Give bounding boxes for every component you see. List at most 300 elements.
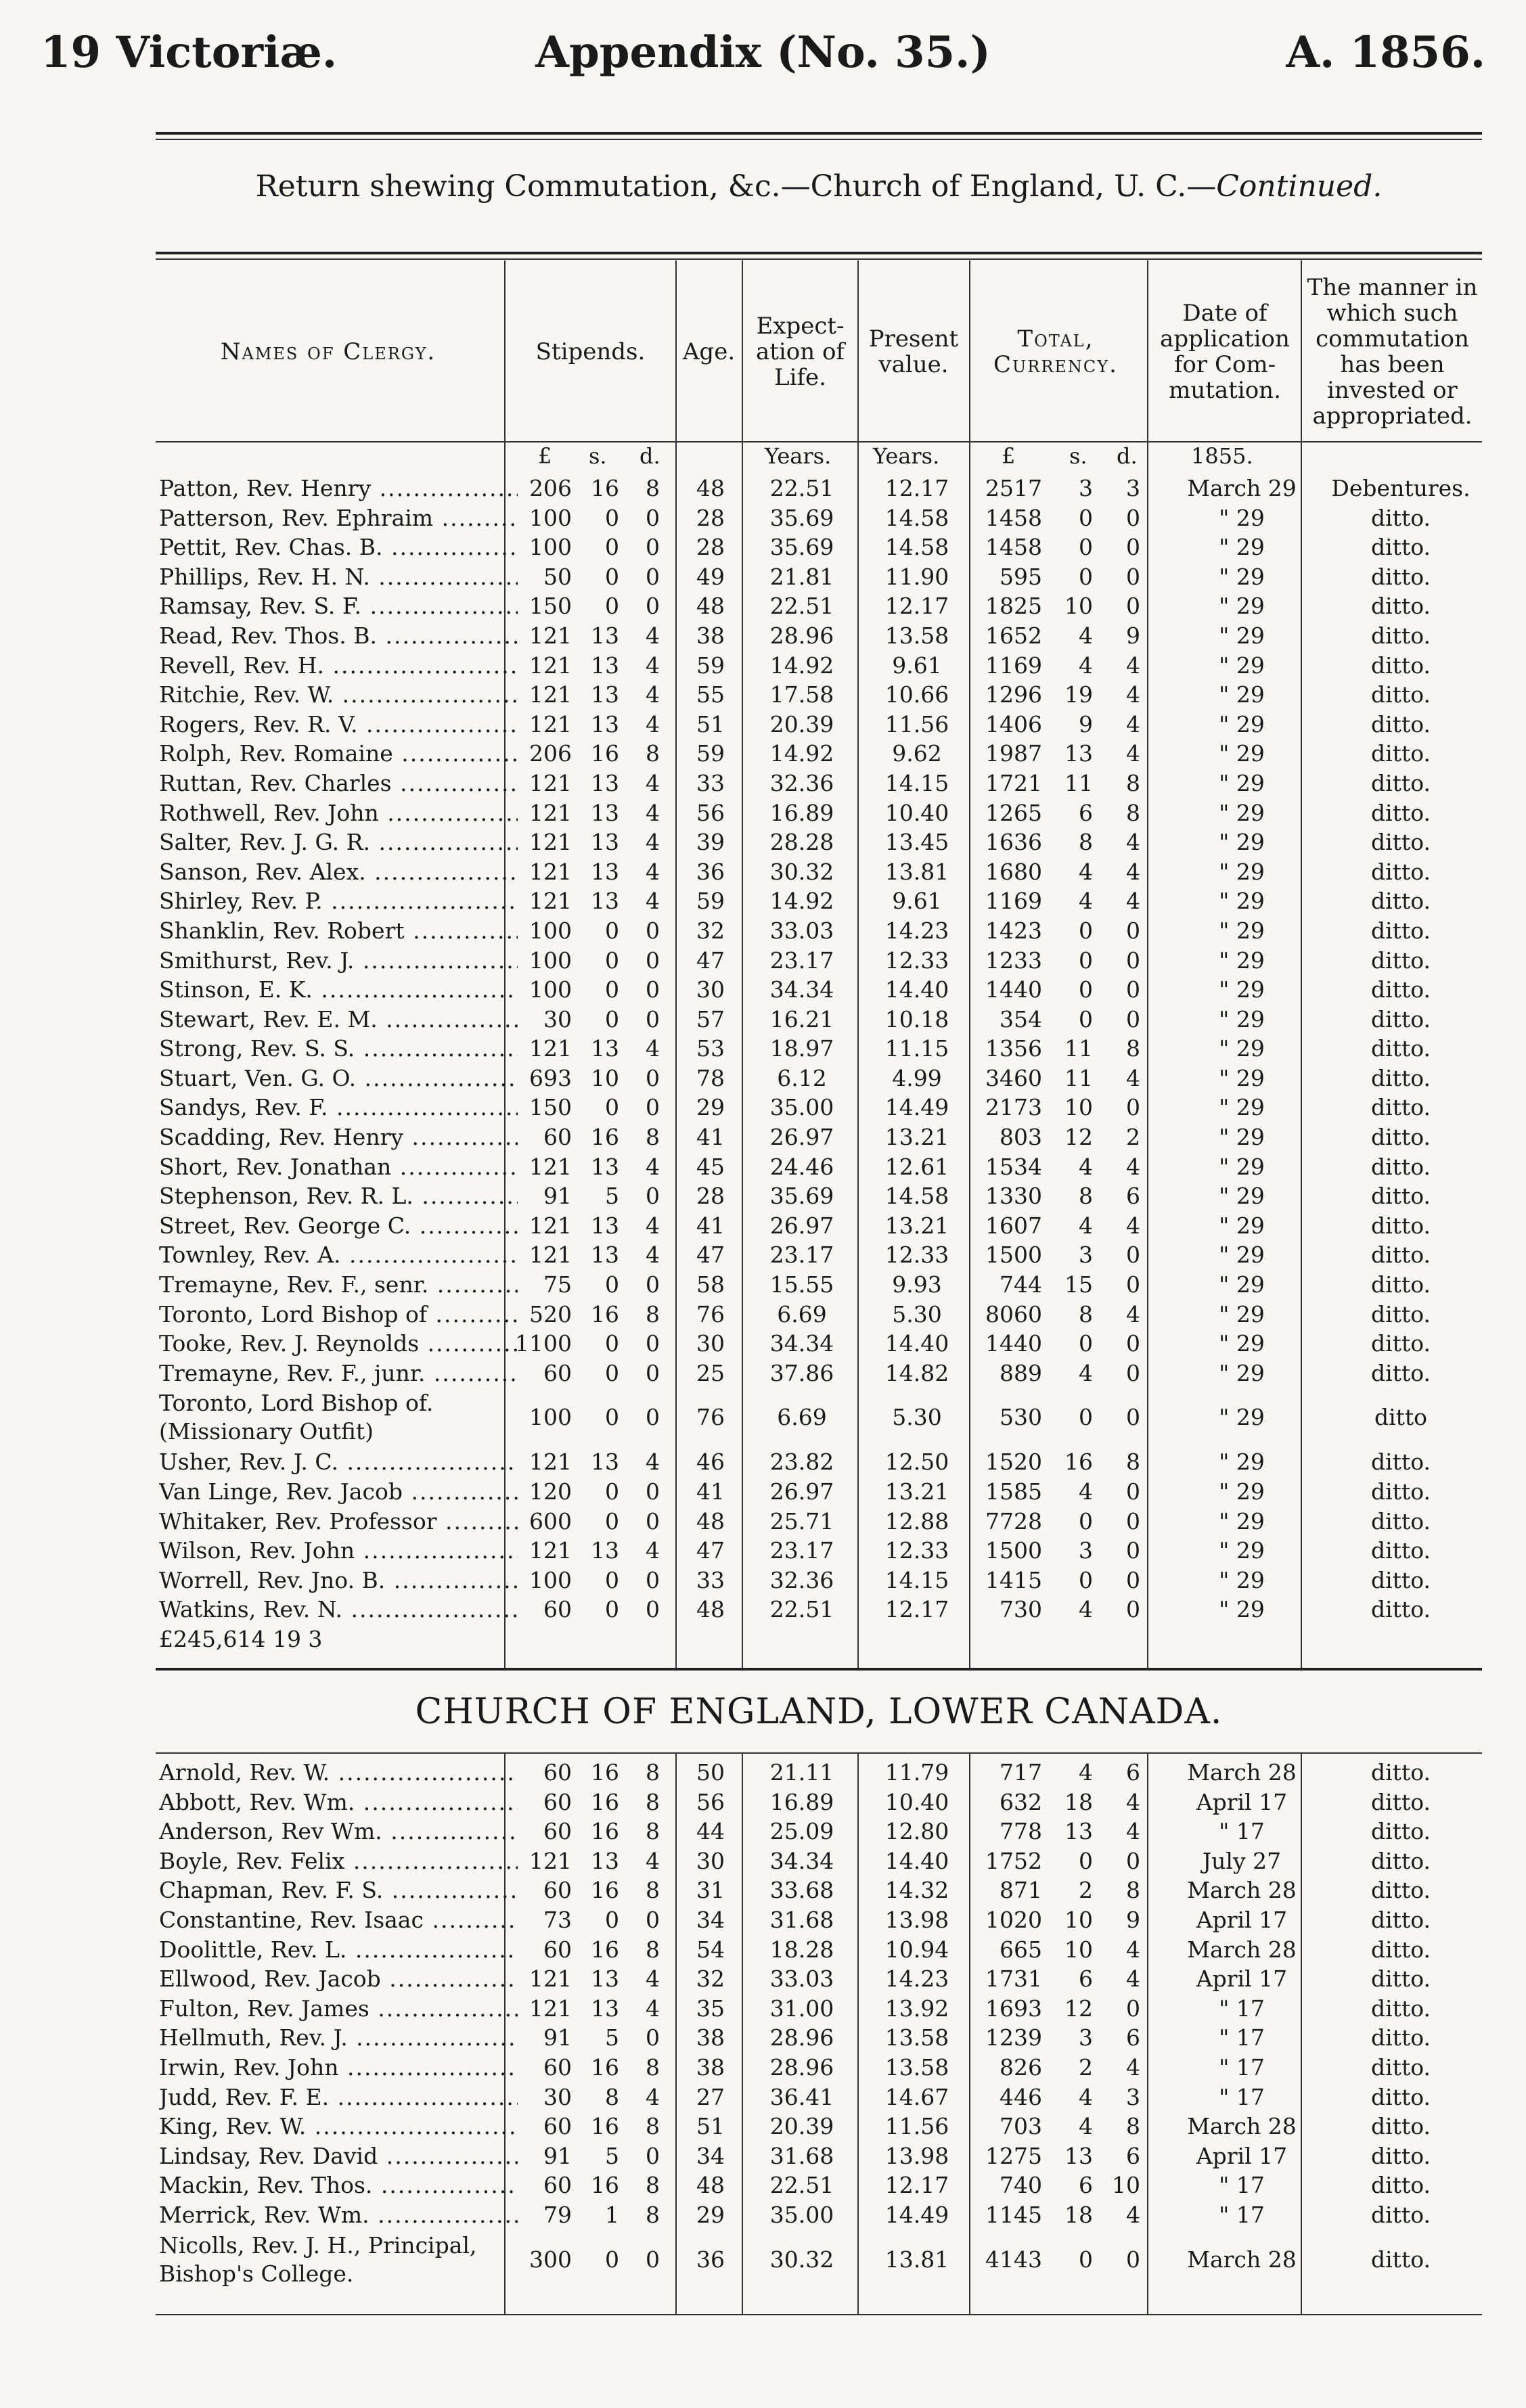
cell-age: 41 <box>696 1478 725 1505</box>
cell-age: 36 <box>696 858 725 885</box>
cell-present-value: 13.45 <box>884 829 949 856</box>
cell-date: " 29 <box>1219 504 1265 531</box>
cell-date: " 29 <box>1219 858 1265 885</box>
cell-stipend-shillings: 0 <box>605 1566 619 1593</box>
cell-total-pounds: 2517 <box>985 475 1042 501</box>
cell-stipend-pence: 8 <box>646 1300 660 1327</box>
cell-name: Tooke, Rev. J. Reynolds ..... <box>159 1329 518 1359</box>
cell-stipend-pounds: 121 <box>529 681 572 708</box>
cell-total-pounds: 1680 <box>985 858 1042 885</box>
cell-date: " 17 <box>1219 1995 1265 2022</box>
cell-expectation: 16.21 <box>769 1005 834 1032</box>
cell-age: 48 <box>696 2172 725 2199</box>
cell-total-shillings: 0 <box>1079 504 1093 531</box>
cell-manner: ditto. <box>1371 1847 1431 1874</box>
table-row <box>156 2083 1482 2112</box>
table-row <box>156 1447 1482 1477</box>
cell-present-value: 5.30 <box>892 1404 942 1431</box>
cell-stipend-pounds: 100 <box>529 917 572 944</box>
cell-expectation: 6.12 <box>777 1064 827 1091</box>
cell-present-value: 13.58 <box>884 2053 949 2081</box>
cell-manner: ditto. <box>1371 888 1431 915</box>
cell-stipend-shillings: 0 <box>605 563 619 590</box>
table-top-rule <box>156 252 1482 254</box>
cell-manner: ditto. <box>1371 563 1431 590</box>
cell-total-pounds: 1636 <box>985 829 1042 856</box>
cell-stipend-pounds: 60 <box>543 1596 572 1623</box>
cell-total-pounds: 1423 <box>985 917 1042 944</box>
cell-total-shillings: 10 <box>1064 1936 1093 1963</box>
cell-total-shillings: 4 <box>1079 888 1093 915</box>
cell-stipend-pence: 0 <box>646 534 660 561</box>
cell-manner: ditto. <box>1371 2053 1431 2081</box>
cell-date: " 29 <box>1219 593 1265 620</box>
cell-stipend-pence: 0 <box>646 2024 660 2051</box>
cell-stipend-shillings: 0 <box>605 1596 619 1623</box>
cell-stipend-pence: 0 <box>646 917 660 944</box>
cell-total-pounds: 1265 <box>985 799 1042 826</box>
cell-date: " 29 <box>1219 1271 1265 1298</box>
table-row <box>156 1093 1482 1122</box>
header-center: Appendix (No. 35.) <box>535 27 991 78</box>
cell-stipend-pounds: 206 <box>529 740 572 767</box>
cell-expectation: 28.96 <box>769 622 834 649</box>
cell-name: Arnold, Rev. W. ..... <box>159 1758 518 1788</box>
cell-name: Merrick, Rev. Wm. ..... <box>159 2200 518 2230</box>
cell-stipend-pence: 4 <box>646 829 660 856</box>
cell-manner: ditto. <box>1371 2172 1431 2199</box>
cell-stipend-pounds: 300 <box>529 2246 572 2273</box>
cell-present-value: 13.21 <box>884 1124 949 1151</box>
cell-total-pence: 4 <box>1126 1788 1140 1815</box>
cell-date: " 29 <box>1219 710 1265 737</box>
table-row <box>156 1507 1482 1537</box>
cell-total-pence: 4 <box>1126 888 1140 915</box>
cell-name: Anderson, Rev Wm. ..... <box>159 1817 518 1846</box>
cell-stipend-shillings: 13 <box>591 1035 619 1062</box>
table-row <box>156 1876 1482 1905</box>
cell-total-shillings: 2 <box>1079 2053 1093 2081</box>
cell-total-pence: 8 <box>1126 799 1140 826</box>
cell-total-pence: 4 <box>1126 710 1140 737</box>
cell-name: Phillips, Rev. H. N. ..... <box>159 562 518 592</box>
section-rule <box>156 1668 1482 1671</box>
cell-total-pence: 8 <box>1126 1035 1140 1062</box>
table-row <box>156 916 1482 946</box>
table-row <box>156 2230 1482 2290</box>
cell-present-value: 12.88 <box>884 1507 949 1535</box>
cell-stipend-shillings: 16 <box>591 1300 619 1327</box>
cell-stipend-shillings: 13 <box>591 1537 619 1564</box>
header-bottom-rule <box>156 441 1482 442</box>
cell-stipend-shillings: 0 <box>605 1271 619 1298</box>
cell-name: Stinson, E. K. ..... <box>159 975 518 1005</box>
cell-total-pounds: 632 <box>1000 1788 1042 1815</box>
cell-manner: ditto. <box>1371 2083 1431 2110</box>
cell-date: " 29 <box>1219 1153 1265 1180</box>
cell-present-value: 13.92 <box>884 1995 949 2022</box>
subtitle <box>156 169 1482 204</box>
cell-stipend-pounds: 121 <box>529 1212 572 1239</box>
cell-date: " 29 <box>1219 917 1265 944</box>
cell-stipend-pounds: 121 <box>529 888 572 915</box>
subtitle-italic: Continued. <box>1216 169 1383 204</box>
cell-total-shillings: 8 <box>1079 829 1093 856</box>
cell-total-shillings: 0 <box>1079 976 1093 1003</box>
cell-present-value: 14.23 <box>884 1966 949 1993</box>
cell-name: Judd, Rev. F. E. ..... <box>159 2083 518 2112</box>
cell-name: Scadding, Rev. Henry ..... <box>159 1122 518 1152</box>
cell-stipend-pence: 8 <box>646 1788 660 1815</box>
cell-stipend-pounds: 121 <box>529 769 572 796</box>
cell-total-pence: 0 <box>1126 1566 1140 1593</box>
cell-stipend-shillings: 13 <box>591 1449 619 1476</box>
cell-expectation: 35.00 <box>769 2201 834 2228</box>
lower-table-bottom-rule <box>156 2314 1482 2315</box>
cell-expectation: 15.55 <box>769 1271 834 1298</box>
cell-age: 33 <box>696 769 725 796</box>
cell-present-value: 9.93 <box>892 1271 942 1298</box>
cell-stipend-shillings: 0 <box>605 504 619 531</box>
cell-stipend-pence: 8 <box>646 2113 660 2140</box>
grand-total: £245,614 19 3 <box>159 1625 323 1652</box>
table-row <box>156 1788 1482 1817</box>
cell-total-pounds: 1330 <box>985 1183 1042 1210</box>
table-row <box>156 710 1482 740</box>
cell-stipend-pence: 4 <box>646 1153 660 1180</box>
cell-name: Fulton, Rev. James ..... <box>159 1994 518 2024</box>
cell-total-shillings: 4 <box>1079 1359 1093 1386</box>
cell-age: 47 <box>696 947 725 974</box>
cell-stipend-pounds: 60 <box>543 1818 572 1845</box>
cell-name: Doolittle, Rev. L. ..... <box>159 1935 518 1965</box>
table-row <box>156 2023 1482 2053</box>
cell-present-value: 13.58 <box>884 622 949 649</box>
cell-total-pounds: 1356 <box>985 1035 1042 1062</box>
cell-name: Van Linge, Rev. Jacob ..... <box>159 1477 518 1507</box>
cell-total-pence: 0 <box>1126 1330 1140 1357</box>
cell-stipend-pence: 4 <box>646 1035 660 1062</box>
cell-present-value: 12.17 <box>884 2172 949 2199</box>
cell-manner: ditto. <box>1371 2246 1431 2273</box>
cell-date: April 17 <box>1196 1906 1288 1933</box>
cell-manner: ditto. <box>1371 1212 1431 1239</box>
cell-stipend-pence: 8 <box>646 1936 660 1963</box>
cell-total-pounds: 1534 <box>985 1153 1042 1180</box>
cell-total-pence: 9 <box>1126 622 1140 649</box>
cell-present-value: 14.40 <box>884 976 949 1003</box>
table-row <box>156 1300 1482 1330</box>
cell-stipend-pence: 0 <box>646 976 660 1003</box>
cell-stipend-pounds: 121 <box>529 858 572 885</box>
cell-manner: ditto. <box>1371 1005 1431 1032</box>
cell-age: 51 <box>696 710 725 737</box>
cell-stipend-pence: 4 <box>646 1242 660 1269</box>
cell-name: Irwin, Rev. John ..... <box>159 2053 518 2083</box>
cell-stipend-pounds: 91 <box>543 2142 572 2169</box>
cell-present-value: 13.81 <box>884 2246 949 2273</box>
cell-stipend-shillings: 13 <box>591 681 619 708</box>
cell-expectation: 26.97 <box>769 1212 834 1239</box>
cell-total-pounds: 1520 <box>985 1449 1042 1476</box>
cell-age: 57 <box>696 1005 725 1032</box>
table-row <box>156 503 1482 533</box>
cell-age: 38 <box>696 2024 725 2051</box>
cell-expectation: 28.28 <box>769 829 834 856</box>
cell-stipend-pounds: 91 <box>543 2024 572 2051</box>
cell-total-pence: 0 <box>1126 1404 1140 1431</box>
cell-total-pounds: 1020 <box>985 1906 1042 1933</box>
cell-name: Toronto, Lord Bishop of. (Missionary Outfit) <box>159 1390 434 1445</box>
cell-stipend-pence: 0 <box>646 1566 660 1593</box>
cell-stipend-shillings: 0 <box>605 1404 619 1431</box>
cell-date: " 29 <box>1219 1478 1265 1505</box>
cell-stipend-shillings: 0 <box>605 1359 619 1386</box>
cell-present-value: 13.21 <box>884 1478 949 1505</box>
cell-manner: ditto. <box>1371 976 1431 1003</box>
cell-name: Worrell, Rev. Jno. B. ..... <box>159 1566 518 1595</box>
cell-manner: ditto. <box>1371 1271 1431 1298</box>
cell-expectation: 31.68 <box>769 1906 834 1933</box>
cell-manner: ditto. <box>1371 799 1431 826</box>
table-row <box>156 1536 1482 1566</box>
unit-pound: £ <box>538 443 552 469</box>
cell-name: Toronto, Lord Bishop of ..... <box>159 1300 518 1330</box>
table-row <box>156 1935 1482 1965</box>
table-row <box>156 1064 1482 1093</box>
cell-manner: ditto. <box>1371 622 1431 649</box>
cell-total-shillings: 4 <box>1079 1596 1093 1623</box>
cell-expectation: 35.69 <box>769 534 834 561</box>
cell-expectation: 16.89 <box>769 1788 834 1815</box>
cell-total-shillings: 18 <box>1064 2201 1093 2228</box>
cell-date: " 29 <box>1219 1124 1265 1151</box>
cell-stipend-pounds: 120 <box>529 1478 572 1505</box>
cell-present-value: 10.66 <box>884 681 949 708</box>
cell-name: Usher, Rev. J. C. ..... <box>159 1447 518 1477</box>
cell-manner: ditto. <box>1371 1966 1431 1993</box>
cell-date: " 29 <box>1219 947 1265 974</box>
cell-total-pounds: 4143 <box>985 2246 1042 2273</box>
cell-date: " 29 <box>1219 1596 1265 1623</box>
cell-age: 59 <box>696 652 725 679</box>
cell-age: 27 <box>696 2083 725 2110</box>
cell-stipend-pence: 8 <box>646 2053 660 2081</box>
cell-expectation: 34.34 <box>769 976 834 1003</box>
cell-name: Smithurst, Rev. J. ..... <box>159 946 518 976</box>
cell-expectation: 33.68 <box>769 1877 834 1904</box>
table-row <box>156 946 1482 976</box>
cell-expectation: 23.17 <box>769 947 834 974</box>
cell-stipend-pounds: 100 <box>529 947 572 974</box>
cell-total-shillings: 8 <box>1079 1183 1093 1210</box>
cell-age: 29 <box>696 1094 725 1121</box>
cell-stipend-pounds: 100 <box>529 976 572 1003</box>
cell-stipend-pounds: 1100 <box>515 1330 572 1357</box>
cell-stipend-shillings: 8 <box>605 2083 619 2110</box>
table-row <box>156 2053 1482 2083</box>
cell-present-value: 13.81 <box>884 858 949 885</box>
cell-total-pence: 8 <box>1126 1877 1140 1904</box>
cell-stipend-shillings: 13 <box>591 888 619 915</box>
cell-manner: ditto. <box>1371 1596 1431 1623</box>
cell-total-pence: 0 <box>1126 976 1140 1003</box>
cell-present-value: 11.56 <box>884 2113 949 2140</box>
cell-date: " 29 <box>1219 681 1265 708</box>
cell-present-value: 5.30 <box>892 1300 942 1327</box>
cell-date: " 17 <box>1219 2083 1265 2110</box>
cell-stipend-shillings: 0 <box>605 1906 619 1933</box>
cell-expectation: 20.39 <box>769 710 834 737</box>
cell-manner: ditto. <box>1371 681 1431 708</box>
cell-date: " 29 <box>1219 888 1265 915</box>
cell-stipend-pence: 0 <box>646 1478 660 1505</box>
cell-total-pounds: 1825 <box>985 593 1042 620</box>
cell-present-value: 12.33 <box>884 1537 949 1564</box>
cell-present-value: 12.33 <box>884 1242 949 1269</box>
cell-name: Wilson, Rev. John ..... <box>159 1536 518 1566</box>
cell-stipend-shillings: 16 <box>591 1877 619 1904</box>
cell-expectation: 17.58 <box>769 681 834 708</box>
cell-manner: ditto. <box>1371 1330 1431 1357</box>
cell-name: Ritchie, Rev. W. ..... <box>159 680 518 710</box>
cell-manner: ditto. <box>1371 1094 1431 1121</box>
header-rule-thin <box>156 139 1482 140</box>
cell-total-pounds: 1233 <box>985 947 1042 974</box>
table-row <box>156 532 1482 562</box>
cell-name: Boyle, Rev. Felix ..... <box>159 1846 518 1876</box>
table-row <box>156 827 1482 857</box>
cell-manner: ditto. <box>1371 652 1431 679</box>
cell-total-pence: 0 <box>1126 563 1140 590</box>
cell-manner: ditto. <box>1371 1788 1431 1815</box>
unit-tot-pence: d. <box>1117 443 1138 469</box>
cell-total-pounds: 1440 <box>985 1330 1042 1357</box>
cell-stipend-shillings: 16 <box>591 740 619 767</box>
table-row <box>156 1240 1482 1270</box>
table-row <box>156 2200 1482 2230</box>
cell-stipend-pounds: 100 <box>529 1404 572 1431</box>
cell-manner: ditto. <box>1371 1242 1431 1269</box>
cell-present-value: 14.15 <box>884 769 949 796</box>
cell-manner: ditto. <box>1371 1035 1431 1062</box>
cell-stipend-pounds: 121 <box>529 1449 572 1476</box>
cell-total-pence: 4 <box>1126 1936 1140 1963</box>
cell-present-value: 13.98 <box>884 1906 949 1933</box>
cell-stipend-pence: 4 <box>646 1449 660 1476</box>
cell-name: Ramsay, Rev. S. F. ..... <box>159 591 518 621</box>
cell-total-pence: 4 <box>1126 1300 1140 1327</box>
cell-total-shillings: 3 <box>1079 2024 1093 2051</box>
cell-stipend-shillings: 16 <box>591 1759 619 1786</box>
cell-total-pence: 0 <box>1126 2246 1140 2273</box>
cell-stipend-pounds: 60 <box>543 2113 572 2140</box>
cell-expectation: 22.51 <box>769 593 834 620</box>
cell-date: " 29 <box>1219 1242 1265 1269</box>
cell-expectation: 37.86 <box>769 1359 834 1386</box>
cell-age: 49 <box>696 563 725 590</box>
cell-stipend-pounds: 100 <box>529 1566 572 1593</box>
cell-age: 59 <box>696 740 725 767</box>
cell-age: 34 <box>696 1906 725 1933</box>
cell-age: 76 <box>696 1300 725 1327</box>
cell-date: April 17 <box>1196 1788 1288 1815</box>
cell-expectation: 21.81 <box>769 563 834 590</box>
cell-total-pence: 0 <box>1126 1478 1140 1505</box>
cell-stipend-shillings: 10 <box>591 1064 619 1091</box>
cell-present-value: 14.67 <box>884 2083 949 2110</box>
cell-expectation: 31.00 <box>769 1995 834 2022</box>
cell-name: Patton, Rev. Henry ..... <box>159 474 518 503</box>
cell-manner: ditto. <box>1371 534 1431 561</box>
cell-stipend-shillings: 16 <box>591 1818 619 1845</box>
cell-stipend-pence: 0 <box>646 593 660 620</box>
cell-stipend-shillings: 0 <box>605 2246 619 2273</box>
cell-total-pounds: 1585 <box>985 1478 1042 1505</box>
cell-age: 41 <box>696 1212 725 1239</box>
cell-expectation: 14.92 <box>769 888 834 915</box>
table-top-rule-thin <box>156 258 1482 260</box>
cell-manner: ditto. <box>1371 1877 1431 1904</box>
cell-date: " 29 <box>1219 534 1265 561</box>
cell-age: 28 <box>696 534 725 561</box>
cell-age: 48 <box>696 1507 725 1535</box>
cell-total-pence: 8 <box>1126 1449 1140 1476</box>
cell-total-pence: 0 <box>1126 947 1140 974</box>
cell-manner: ditto. <box>1371 1300 1431 1327</box>
cell-total-pence: 6 <box>1126 1183 1140 1210</box>
cell-total-shillings: 0 <box>1079 947 1093 974</box>
cell-date: " 29 <box>1219 740 1265 767</box>
cell-stipend-pounds: 121 <box>529 1537 572 1564</box>
cell-expectation: 21.11 <box>769 1759 834 1786</box>
table-row <box>156 1152 1482 1182</box>
table-row <box>156 886 1482 916</box>
table-row <box>156 1270 1482 1300</box>
cell-name: Rogers, Rev. R. V. ..... <box>159 710 518 740</box>
cell-name: Watkins, Rev. N. ..... <box>159 1595 518 1625</box>
page-header <box>41 27 1485 88</box>
cell-date: March 28 <box>1187 2246 1297 2273</box>
cell-age: 48 <box>696 593 725 620</box>
cell-stipend-pounds: 121 <box>529 622 572 649</box>
table-row <box>156 1817 1482 1846</box>
cell-stipend-pence: 0 <box>646 1404 660 1431</box>
cell-expectation: 30.32 <box>769 858 834 885</box>
cell-total-shillings: 15 <box>1064 1271 1093 1298</box>
subtitle-main: Return shewing Commutation, &c.—Church of England, U. C.— <box>255 169 1217 204</box>
cell-expectation: 34.34 <box>769 1330 834 1357</box>
cell-stipend-pounds: 121 <box>529 1995 572 2022</box>
cell-present-value: 14.58 <box>884 1183 949 1210</box>
cell-name: Whitaker, Rev. Professor ..... <box>159 1507 518 1537</box>
cell-total-pounds: 826 <box>1000 2053 1042 2081</box>
cell-total-shillings: 0 <box>1079 2246 1093 2273</box>
cell-total-shillings: 0 <box>1079 1404 1093 1431</box>
cell-expectation: 22.51 <box>769 475 834 501</box>
cell-total-pence: 8 <box>1126 769 1140 796</box>
cell-total-pence: 4 <box>1126 1064 1140 1091</box>
cell-manner: ditto. <box>1371 2113 1431 2140</box>
cell-total-pence: 0 <box>1126 1537 1140 1564</box>
cell-age: 31 <box>696 1877 725 1904</box>
cell-manner: ditto. <box>1371 1566 1431 1593</box>
cell-name: Nicolls, Rev. J. H., Principal, Bishop's College. <box>159 2231 477 2287</box>
cell-total-pence: 4 <box>1126 681 1140 708</box>
cell-total-pounds: 1415 <box>985 1566 1042 1593</box>
table-row <box>156 2141 1482 2171</box>
cell-age: 53 <box>696 1035 725 1062</box>
